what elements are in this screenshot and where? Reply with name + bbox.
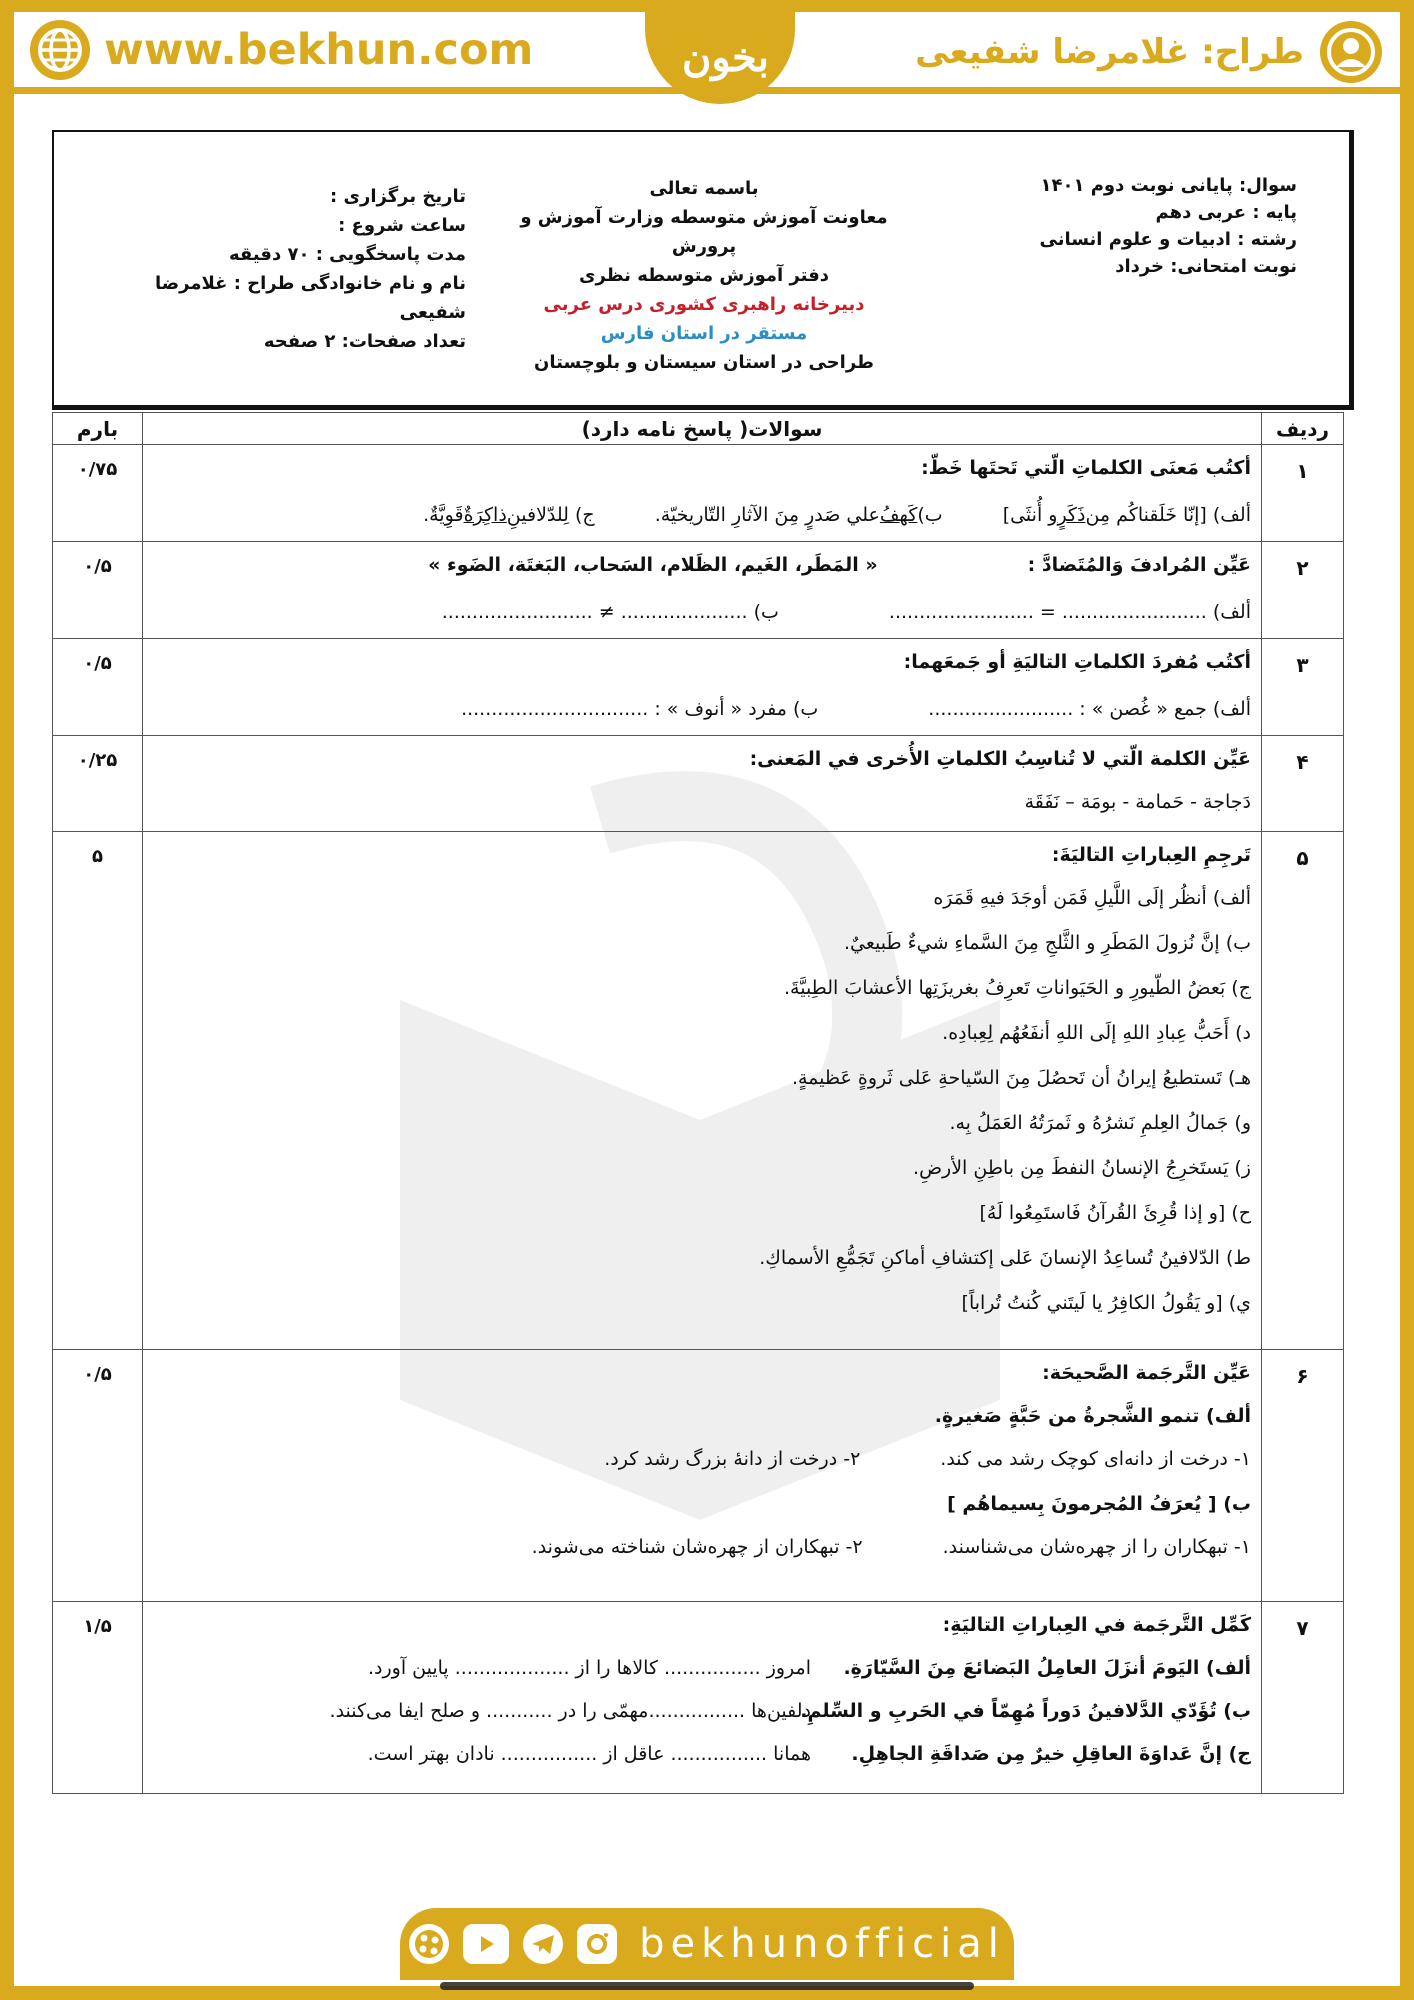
designer-label: طراح: غلامرضا شفیعی xyxy=(915,32,1304,72)
exam-date: تاریخ برگزاری : xyxy=(330,186,466,207)
question-row xyxy=(53,736,1344,832)
col-questions: سوالات( پاسخ نامه دارد) xyxy=(143,413,1262,445)
q2-title-line xyxy=(153,550,1251,581)
answer-line xyxy=(153,1739,1251,1770)
q6-a2: ۲- درخت از دانهٔ بزرگ رشد کرد. xyxy=(604,1448,861,1470)
ministry: معاونت آموزش متوسطه وزارت آموزش و پرورش xyxy=(520,207,888,257)
globe-icon xyxy=(30,20,90,80)
exam-title: سوال: پایانی نوبت دوم ۱۴۰۱ xyxy=(1040,175,1297,196)
q6-a-title: ألف) تنمو الشَّجرةُ من حَبَّةٍ صَغيرةٍ. xyxy=(934,1405,1251,1427)
question-score: ۰/۲۵ xyxy=(53,736,143,832)
q6-b2: ۲- تبهکاران از چهره‌شان شناخته می‌شوند. xyxy=(531,1536,863,1558)
answer-line xyxy=(153,1696,1251,1727)
exam-header xyxy=(52,130,1354,410)
col-row: ردیف xyxy=(1262,413,1344,445)
question-score: ۰/۷۵ xyxy=(53,445,143,542)
question-row xyxy=(53,542,1344,639)
q1-c: ج) لِلدّلافينِذاكِرَةٌقَوِيَّةٌ. xyxy=(423,504,595,526)
question-title: عَيِّن التَّرجَمة الصَّحيحَة: xyxy=(1042,1362,1251,1384)
site-url[interactable]: www.bekhun.com xyxy=(104,25,534,75)
q5-item: ج) بَعضُ الطّيورِ و الحَيَواناتِ تَعرِفُ بغريزَتِها الأعشابَ الطِبيَّةَ. xyxy=(783,977,1251,999)
exam-info xyxy=(997,172,1297,280)
page-count: تعداد صفحات: ۲ صفحه xyxy=(263,331,466,352)
q7-b-fa: دلفین‌ها ................مهمّی را در ........... و صلح ایفا می‌کنند. xyxy=(329,1700,811,1722)
table-header xyxy=(53,413,1344,445)
exam-term: نوبت امتحانی: خرداد xyxy=(1115,256,1297,277)
duration: مدت پاسخگویی : ۷۰ دقیقه xyxy=(228,244,466,265)
q5-item: ألف) أنظُر إلَى اللَّيلِ فَمَن أوجَدَ فيهِ قَمَرَه xyxy=(933,887,1251,909)
q5-item: ز) يَستَخرِجُ الإنسانُ النفطَ مِن باطِنِ الأرضِ. xyxy=(913,1157,1251,1179)
design-province: طراحی در استان سیستان و بلوچستان xyxy=(534,352,874,373)
designer-name: نام و نام خانوادگی طراح : غلامرضا شفیعی xyxy=(154,273,466,323)
question-title: عَيِّن المُرادفَ وَالمُتَضادَّ : xyxy=(1027,554,1251,576)
question-score: ۱/۵ xyxy=(53,1602,143,1794)
question-score: ۰/۵ xyxy=(53,1350,143,1602)
social-handle[interactable]: bekhunofficial xyxy=(639,1921,1005,1967)
exam-authority xyxy=(494,174,914,377)
question-number: ۲ xyxy=(1262,542,1344,639)
q5-item: ب) إنَّ نُزولَ المَطَرِ و الثَّلجِ مِنَ السَّماءِ شيءٌ طَبيعيٌ. xyxy=(844,932,1251,954)
question-body xyxy=(143,1602,1262,1794)
q7-c-fa: همانا ................ عاقل از ................ نادان بهتر است. xyxy=(367,1743,811,1765)
q2-words: « المَطَر، الغَيم، الظَلام، السَحاب، البَغتَة، الضَوء » xyxy=(428,554,878,576)
q2-a: ألف) ........................ = ........................ xyxy=(888,601,1251,623)
question-row xyxy=(53,1350,1344,1602)
logo-mark: بخون xyxy=(682,34,769,81)
question-title: تَرجِمِ العِباراتِ التاليَةَ: xyxy=(1051,844,1251,866)
footer-shadow xyxy=(440,1982,974,1990)
question-body xyxy=(143,1350,1262,1602)
q3-b: ب) مفرد « أنوف » : ............................... xyxy=(461,698,819,720)
q7-a-ar: ألف) اليَومَ أنزَلَ العامِلُ البَضائعَ مِنَ السَّيّارَةِ. xyxy=(843,1657,1251,1679)
col-score: بارم xyxy=(53,413,143,445)
office: دفتر آموزش متوسطه نظری xyxy=(578,265,830,286)
question-number: ۴ xyxy=(1262,736,1344,832)
question-title: كَمِّل التَّرجَمة في العِباراتِ التاليَةِ: xyxy=(942,1614,1251,1636)
q3-a: ألف) جمع « غُصن » : ........................ xyxy=(928,698,1251,720)
site-link[interactable] xyxy=(30,18,533,82)
bismillah: باسمه تعالی xyxy=(649,178,759,199)
question-body xyxy=(143,832,1262,1350)
q1-a: ألف) [إنّا خَلَقناكُم مِنذَكَرٍو أُنثَى] xyxy=(1002,504,1251,526)
q2-b: ب) ..................... ≠ ......................... xyxy=(441,601,779,623)
question-title: عَيِّن الكلمة الّتي لا تُناسِبُ الكلماتِ الأُخرى في المَعنى: xyxy=(749,748,1251,770)
question-score: ۵ xyxy=(53,832,143,1350)
question-body xyxy=(143,736,1262,832)
question-title: أكتُب مُفردَ الكلماتِ التاليَةِ أو جَمعَهما: xyxy=(903,651,1251,673)
q5-item: د) أَحَبُّ عِبادِ اللهِ إلَى اللهِ أنفَعُهُم لِعِبادِه. xyxy=(942,1022,1251,1044)
q5-item: هـ) تَستطيعُ إيرانُ أن تَحصُلَ مِنَ السّياحةِ عَلى ثَروةٍ عَظيمةٍ. xyxy=(791,1067,1251,1089)
q7-a-fa: امروز ................ کالاها را از ................... پایین آورد. xyxy=(367,1657,811,1679)
question-body xyxy=(143,542,1262,639)
start-time: ساعت شروع : xyxy=(338,215,466,236)
question-row xyxy=(53,832,1344,1350)
question-number: ۷ xyxy=(1262,1602,1344,1794)
exam-field: رشته : ادبیات و علوم انسانی xyxy=(1039,229,1297,250)
question-row xyxy=(53,639,1344,736)
questions-table xyxy=(52,412,1344,1794)
question-body xyxy=(143,639,1262,736)
telegram-icon[interactable] xyxy=(523,1924,563,1964)
question-body xyxy=(143,445,1262,542)
q7-b-ar: ب) تُؤَدّي الدَّلافينُ دَوراً مُهِمّاً في الحَربِ و السِّلمِ. xyxy=(800,1700,1251,1722)
exam-grade: پایه : عربی دهم xyxy=(1155,202,1297,223)
q4-words: دَجاجة - حَمامة - بومَة – نَفَقَة xyxy=(1024,791,1251,813)
top-bar xyxy=(14,12,1400,94)
q5-item: ح) [و إذا قُرِئَ القُرآنُ فَاستَمِعُوا لَهُ] xyxy=(979,1202,1251,1224)
designer-badge xyxy=(915,20,1382,84)
youtube-icon[interactable] xyxy=(463,1924,509,1964)
q1-b: ب)كَهفُعلي صَدرٍ مِنَ الآثارِ التّاريخيّة. xyxy=(654,504,943,526)
question-title: أكتُب مَعنَی الكلماتِ الّتي تَحتَها خَطّ: xyxy=(921,457,1251,479)
answer-line xyxy=(153,1653,1251,1684)
q5-item: ي) [و يَقُولُ الكافِرُ يا لَيتَني كُنتُ تُراباً] xyxy=(961,1292,1251,1314)
question-score: ۰/۵ xyxy=(53,542,143,639)
q6-b1: ۱- تبهکاران را از چهره‌شان می‌شناسند. xyxy=(942,1536,1251,1558)
q7-c-ar: ج) إنَّ عَداوَةَ العاقِلِ خيرٌ مِن صَداقَةِ الجاهِلِ. xyxy=(851,1743,1251,1765)
logo xyxy=(645,12,795,104)
q6-a1: ۱- درخت از دانه‌ای کوچک رشد می کند. xyxy=(940,1448,1251,1470)
q6-b-title: ب) [ يُعرَفُ المُجرمونَ بِسيماهُم ] xyxy=(947,1493,1251,1515)
question-score: ۰/۵ xyxy=(53,639,143,736)
question-row xyxy=(53,1602,1344,1794)
user-icon xyxy=(1320,21,1382,83)
answer-line xyxy=(153,694,1251,725)
question-number: ۱ xyxy=(1262,445,1344,542)
province: مستقر در استان فارس xyxy=(600,323,808,344)
exam-meta xyxy=(86,182,466,356)
question-number: ۶ xyxy=(1262,1350,1344,1602)
aparat-icon[interactable] xyxy=(409,1924,449,1964)
footer-social xyxy=(400,1908,1014,1980)
q5-item: ط) الدّلافينُ تُساعِدُ الإنسانَ عَلى إكتشافِ أماكنِ تَجَمُّعِ الأسماكِ. xyxy=(759,1247,1251,1269)
answer-line xyxy=(153,597,1251,628)
question-number: ۳ xyxy=(1262,639,1344,736)
answer-line xyxy=(153,1444,1251,1475)
secretariat: دبیرخانه راهبری کشوری درس عربی xyxy=(543,294,865,315)
answer-line xyxy=(153,1532,1251,1563)
answer-line xyxy=(153,500,1251,531)
question-number: ۵ xyxy=(1262,832,1344,1350)
q5-item: و) جَمالُ العِلمِ نَشرُهُ و ثَمرَتُهُ العَمَلُ بِه. xyxy=(949,1112,1251,1134)
instagram-icon[interactable] xyxy=(577,1924,617,1964)
question-row xyxy=(53,445,1344,542)
